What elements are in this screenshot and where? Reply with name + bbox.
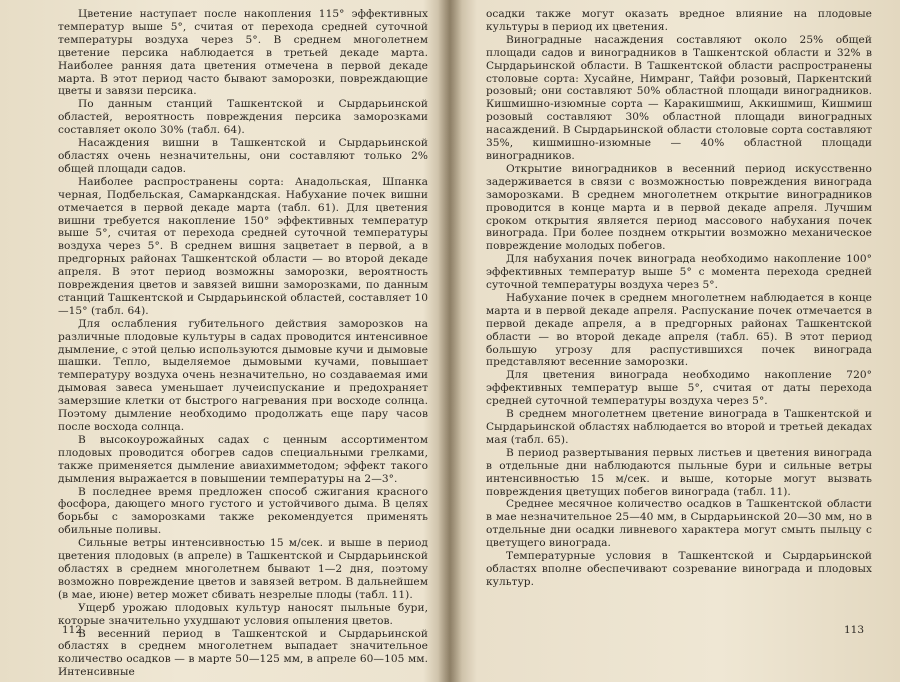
paragraph: Цветение наступает после накопления 115° эффективных температур выше 5°, считая от перехода средней суточной температуры воздуха через 5°. В среднем многолетнем цветение персика наблюдается в третьей декаде марта. Наиболее ранняя дата цветения отмечена в первой декаде марта. В этот период часто бывают заморозки, повреждающие цветы и завязи персика. bbox=[58, 8, 428, 98]
paragraph: Набухание почек в среднем многолетнем наблюдается в конце марта и в первой декаде апреля. Распускание почек отмечается в первой декаде апреля, а в предгорных районах Ташкентской области — во второй декаде апреля (табл. 65). В этот период большую угрозу для распустившихся почек винограда представляют весенние заморозки. bbox=[486, 291, 872, 369]
paragraph: В весенний период в Ташкентской и Сырдарьинской областях в среднем многолетнем выпадает значительное количество осадков — в марте 50—125 мм, в апреле 60—105 мм. Интенсивные bbox=[58, 627, 428, 679]
right-page-text bbox=[486, 8, 872, 589]
right-page bbox=[450, 0, 900, 682]
left-page-text bbox=[58, 8, 428, 679]
paragraph: Среднее месячное количество осадков в Ташкентской области в мае незначительное 25—40 мм, в Сырдарьинской 20—30 мм, но в отдельные дни осадки ливневого характера могут смыть пыльцу с цветущего винограда. bbox=[486, 498, 872, 550]
paragraph: Для набухания почек винограда необходимо накопление 100° эффективных температур выше 5° с момента перехода средней суточной температуры воздуха через 5°. bbox=[486, 253, 872, 292]
paragraph: В среднем многолетнем цветение винограда в Ташкентской и Сырдарьинской областях наблюдается во второй и третьей декадах мая (табл. 65). bbox=[486, 408, 872, 446]
paragraph: Сильные ветры интенсивностью 15 м/сек. и выше в период цветения плодовых (в апреле) в Ташкентской и Сырдарьинской областях в среднем многолетнем бывают 1—2 дня, поэтому возможно повреждение цветов и завязей ветром. В дальнейшем (в мае, июне) ветер может сбивать незрелые плоды (табл. 11). bbox=[58, 537, 428, 601]
paragraph: Насаждения вишни в Ташкентской и Сырдарьинской областях очень незначительны, они составляют только 2% общей площади садов. bbox=[58, 137, 428, 175]
paragraph: Наиболее распространены сорта: Анадольская, Шпанка черная, Подбельская, Самаркандская. Набухание почек вишни отмечается в первой декаде марта (табл. 61). Для цветения вишни требуется накопление 150° эффективных температур выше 5°, считая от перехода средней суточной температуры воздуха через 5°. В среднем вишня зацветает в первой, а в предгорных районах Ташкентской области — во второй декаде апреля. В этот период возможны заморозки, вероятность повреждения цветов и завязей вишни заморозками, по данным станций Ташкентской и Сырдарьинской областей, составляет 10—15° (табл. 64). bbox=[58, 175, 428, 317]
paragraph: Температурные условия в Ташкентской и Сырдарьинской областях вполне обеспечивают созревание винограда и плодовых культур. bbox=[486, 550, 872, 588]
paragraph: Ущерб урожаю плодовых культур наносят пыльные бури, которые значительно ухудшают условия опыления цветов. bbox=[58, 601, 428, 627]
paragraph: В высокоурожайных садах с ценным ассортиментом плодовых проводится обогрев садов специальными грелками, также применяется дымление авиахимметодом; эффект такого дымления выражается в повышении температуры на 2—3°. bbox=[58, 433, 428, 485]
paragraph: Для ослабления губительного действия заморозков на различные плодовые культуры в садах проводится интенсивное дымление, с этой целью используются дымовые кучи и дымовые шашки. Тепло, выделяемое дымовыми кучами, повышает температуру воздуха очень незначительно, но создаваемая ими дымовая завеса уменьшает лучеиспускание и предохраняет замерзшие клетки от быстрого нагревания при восходе солнца. Поэтому дымление необходимо продолжать еще пару часов после восхода солнца. bbox=[58, 317, 428, 433]
paragraph: Открытие виноградников в весенний период искусственно задерживается в связи с возможностью повреждения винограда заморозками. В среднем многолетнем открытие виноградников проводится в конце марта и в первой декаде апреля. Лучшим сроком открытия является период массового набухания почек винограда. При более позднем открытии возможно механическое повреждение молодых побегов. bbox=[486, 162, 872, 253]
paragraph: Виноградные насаждения составляют около 25% общей площади садов и виноградников в Ташкентской области и 32% в Сырдарьинской области. В Ташкентской области распространены столовые сорта: Хусайне, Нимранг, Тайфи розовый, Паркентский розовый; они составляют 50% областной площади виноградников. Кишмишно-изюмные сорта — Каракишмиш, Аккишмиш, Кишмиш розовый составляют 30% областной площади виноградных насаждений. В Сырдарьинской области столовые сорта составляют 35%, кишмишно-изюмные — 40% областной площади виноградников. bbox=[486, 33, 872, 162]
paragraph: Для цветения винограда необходимо накопление 720° эффективных температур выше 5°, считая от даты перехода средней суточной температуры воздуха через 5°. bbox=[486, 369, 872, 408]
paragraph: В последнее время предложен способ сжигания красного фосфора, дающего много густого и устойчивого дыма. В целях борьбы с заморозками также рекомендуется применять обильные поливы. bbox=[58, 485, 428, 537]
page-number: 112 bbox=[62, 624, 83, 636]
paragraph-continuation: осадки также могут оказать вредное влияние на плодовые культуры в период их цветения. bbox=[486, 8, 872, 33]
paragraph: По данным станций Ташкентской и Сырдарьинской областей, вероятность повреждения персика заморозками составляет около 30% (табл. 64). bbox=[58, 98, 428, 137]
page-number: 113 bbox=[843, 624, 864, 636]
paragraph: В период развертывания первых листьев и цветения винограда в отдельные дни наблюдаются пыльные бури и сильные ветры интенсивностью 15 м/сек. и выше, которые могут вызвать повреждения цветущих побегов винограда (табл. 11). bbox=[486, 446, 872, 498]
